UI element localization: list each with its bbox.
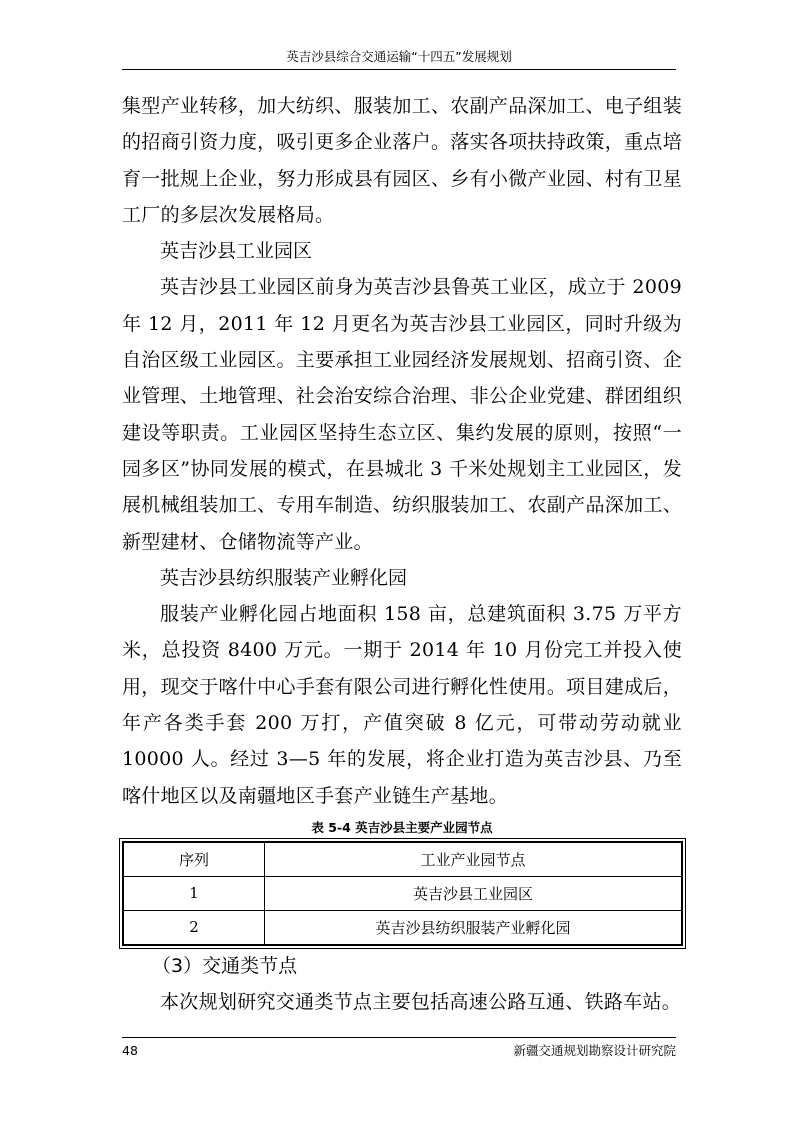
cell-park-node: 英吉沙县纺织服装产业孵化园: [265, 910, 683, 945]
paragraph-transport-nodes: 本次规划研究交通类节点主要包括高速公路互通、铁路车站。: [160, 991, 682, 1014]
section-heading-textile-incubator: 英吉沙县纺织服装产业孵化园: [160, 566, 408, 589]
table-header-row: [123, 842, 682, 877]
table-row: [123, 876, 682, 910]
section-heading-industrial-park: 英吉沙县工业园区: [160, 240, 313, 263]
section-heading-transport-nodes: （3）交通类节点: [152, 954, 298, 977]
paragraph-textile-incubator: 服装产业孵化园占地面积 158 亩，总建筑面积 3.75 万平方米，总投资 8400 万元。一期于 2014 年 10 月份完工并投入使用，现交于喀什中心手套有限公司进行孵化性使用。项目建成后，年产各类手套 200 万打，产值突破 8 亿元，可带动劳动就业 10000 人。经过 3—5 年的发展，将企业打造为英吉沙县、乃至喀什地区以及南疆地区手套产业链生产基地。: [122, 603, 682, 807]
page-number: 48: [122, 1043, 138, 1058]
table-row: [123, 910, 682, 945]
header-title: 英吉沙县综合交通运输“十四五”发展规划: [286, 49, 512, 64]
cell-park-node: 英吉沙县工业园区: [265, 876, 683, 910]
footer-organization: 新疆交通规划勘察设计研究院: [513, 1043, 676, 1058]
industrial-park-nodes-table: [122, 841, 683, 946]
cell-sequence: 1: [123, 876, 265, 910]
paragraph-continued: 集型产业转移，加大纺织、服装加工、农副产品深加工、电子组装的招商引资力度，吸引更多企业落户。落实各项扶持政策，重点培育一批规上企业，努力形成县有园区、乡有小微产业园、村有卫星工厂的多层次发展格局。: [122, 95, 682, 226]
column-header-sequence: 序列: [123, 842, 265, 877]
cell-sequence: 2: [123, 910, 265, 945]
paragraph-industrial-park: 英吉沙县工业园区前身为英吉沙县鲁英工业区，成立于 2009 年 12 月，2011 年 12 月更名为英吉沙县工业园区，同时升级为自治区级工业园区。主要承担工业园经济发展规划、招商引资、企业管理、土地管理、社会治安综合治理、非公企业党建、群团组织建设等职责。工业园区坚持生态立区、集约发展的原则，按照“一园多区”协同发展的模式，在县城北 3 千米处规划主工业园区，发展机械组装加工、专用车制造、纺织服装加工、农副产品深加工、新型建材、仓储物流等产业。: [122, 276, 682, 553]
page-footer: [122, 1037, 676, 1058]
column-header-park-node: 工业产业园节点: [265, 842, 683, 877]
running-header: [122, 48, 676, 70]
page-body: [122, 88, 682, 1021]
table-caption: 表 5-4 英吉沙县主要产业园节点: [311, 819, 493, 835]
